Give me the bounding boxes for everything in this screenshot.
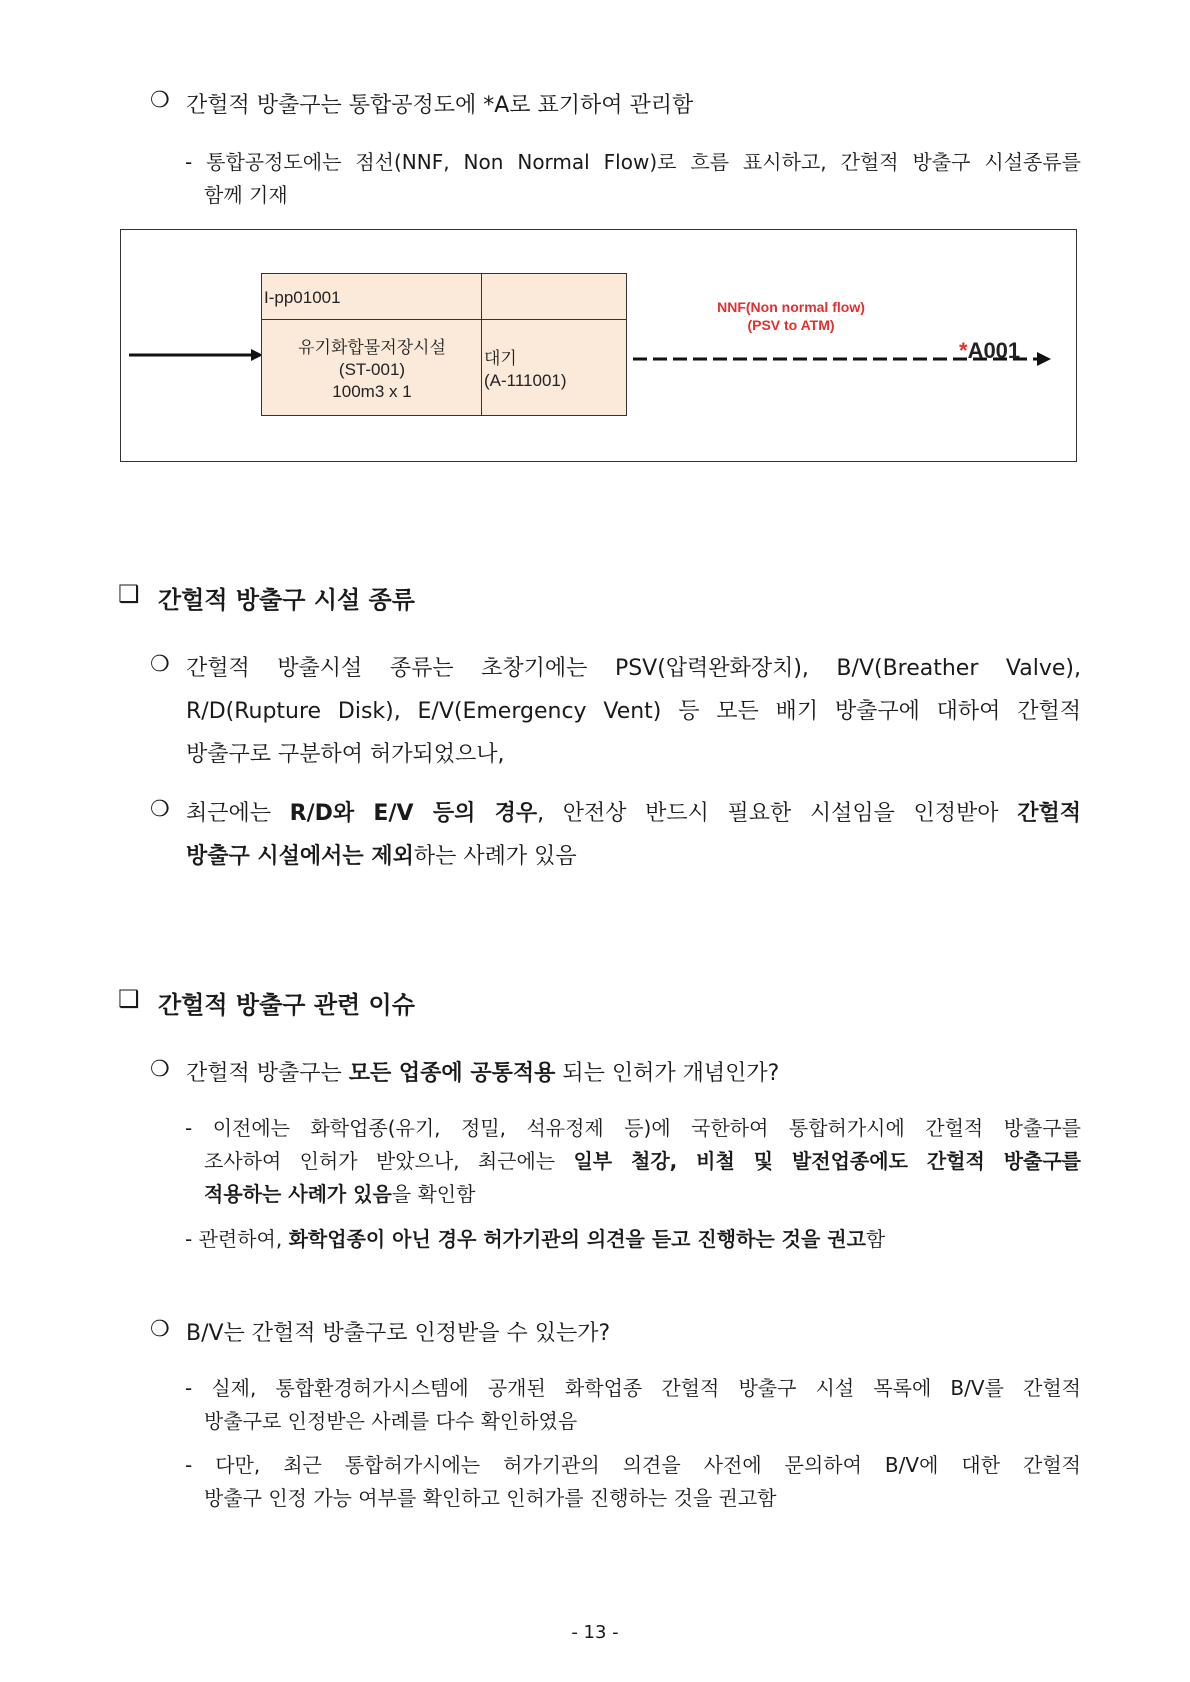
bullet-text-line: B/V는 간헐적 방출구로 인정받을 수 있는가?	[186, 1321, 611, 1346]
bullet-text: 간헐적 방출구는 통합공정도에 *A로 표기하여 관리함	[186, 93, 694, 118]
square-bullet-icon: ❑	[118, 580, 140, 608]
sub-text-line: - 통합공정도에는 점선(NNF, Non Normal Flow)로 흐름 표시하고, 간헐적 방출구 시설종류를	[185, 150, 1081, 174]
facility-capacity: 100m3 x 1	[332, 382, 412, 401]
text-run: 간헐적 방출구는	[186, 1061, 349, 1086]
inflow-arrow-icon	[129, 347, 264, 363]
text-run: 함	[865, 1227, 886, 1251]
facility-cell	[261, 319, 483, 416]
sub-text-line: - 실제, 통합환경허가시스템에 공개된 화학업종 간헐적 방출구 시설 목록에 B/V를 간헐적	[185, 1376, 1081, 1400]
circle-bullet-icon: ❍	[150, 88, 170, 113]
nnf-label-line1: NNF(Non normal flow)	[717, 299, 865, 315]
bullet-text-line	[186, 792, 1081, 836]
outlet-label	[959, 338, 1020, 364]
bullet-text-line: 방출구로 구분하여 허가되었으나,	[186, 742, 505, 767]
sub-text-line	[204, 1145, 1081, 1178]
bold-text-run: 모든 업종에 공통적용	[348, 1061, 556, 1086]
bullet-text-line: R/D(Rupture Disk), E/V(Emergency Vent) 등 모든 배기 방출구에 대하여 간헐적	[186, 699, 1081, 724]
text-run: 을 확인함	[391, 1182, 476, 1206]
air-label: 대기	[484, 349, 517, 368]
square-bullet-icon: ❑	[118, 985, 140, 1013]
text-run: 하는 사례가 있음	[413, 844, 577, 869]
id-label: I-pp01001	[264, 288, 341, 307]
bold-text-run: 일부 철강, 비철 및 발전업종에도 간헐적 방출구를	[573, 1149, 1081, 1173]
bullet-text-line: 간헐적 방출시설 종류는 초창기에는 PSV(압력완화장치), B/V(Breather Valve),	[186, 656, 1081, 681]
bullet-text-line	[186, 1052, 779, 1096]
circle-bullet-icon: ❍	[150, 797, 170, 822]
text-run: , 안전상 반드시 필요한 시설임을 인정받아	[537, 801, 1018, 826]
text-run: - 관련하여,	[185, 1227, 289, 1251]
bold-text-run: 화학업종이 아닌 경우 허가기관의 의견을 듣고 진행하는 것을 권고	[288, 1227, 866, 1251]
text-run: 최근에는	[186, 801, 290, 826]
sub-text-line: 방출구 인정 가능 여부를 확인하고 인허가를 진행하는 것을 권고함	[204, 1486, 777, 1510]
circle-bullet-icon: ❍	[150, 1317, 170, 1342]
process-flow-diagram	[120, 229, 1077, 462]
sub-text-line: 함께 기재	[204, 183, 288, 207]
outlet-code: A001	[967, 338, 1021, 363]
page-number: - 13 -	[571, 1622, 619, 1643]
circle-bullet-icon: ❍	[150, 652, 170, 677]
air-code: (A-111001)	[484, 371, 567, 390]
bold-text-run: 간헐적	[1017, 801, 1081, 826]
sub-text-line: 방출구로 인정받은 사례를 다수 확인하였음	[204, 1409, 578, 1433]
empty-cell	[481, 273, 627, 321]
outlet-star: *	[959, 338, 968, 363]
bullet-text-line	[186, 835, 577, 879]
text-run: 되는 인허가 개념인가?	[555, 1061, 780, 1086]
facility-code: (ST-001)	[338, 360, 406, 379]
bold-text-run: R/D와 E/V 등의 경우	[289, 801, 538, 826]
id-cell	[261, 273, 483, 321]
section-heading: 간헐적 방출구 관련 이슈	[158, 991, 415, 1019]
text-run: 조사하여 인허가 받았으나, 최근에는	[204, 1149, 574, 1173]
air-cell	[481, 319, 627, 416]
section-heading: 간헐적 방출구 시설 종류	[158, 586, 415, 614]
nnf-label	[671, 298, 911, 334]
facility-name: 유기화합물저장시설	[298, 338, 446, 357]
bold-text-run: 적용하는 사례가 있음	[204, 1182, 392, 1206]
bold-text-run: 방출구 시설에서는 제외	[186, 844, 414, 869]
sub-text-line: - 다만, 최근 통합허가시에는 허가기관의 의견을 사전에 문의하여 B/V에 대한 간헐적	[185, 1453, 1081, 1477]
sub-text-line: - 이전에는 화학업종(유기, 정밀, 석유정제 등)에 국한하여 통합허가시에 간헐적 방출구를	[185, 1116, 1081, 1140]
nnf-label-line2: (PSV to ATM)	[747, 317, 835, 333]
sub-text-line	[204, 1178, 475, 1211]
circle-bullet-icon: ❍	[150, 1057, 170, 1082]
sub-text-line	[185, 1223, 885, 1256]
